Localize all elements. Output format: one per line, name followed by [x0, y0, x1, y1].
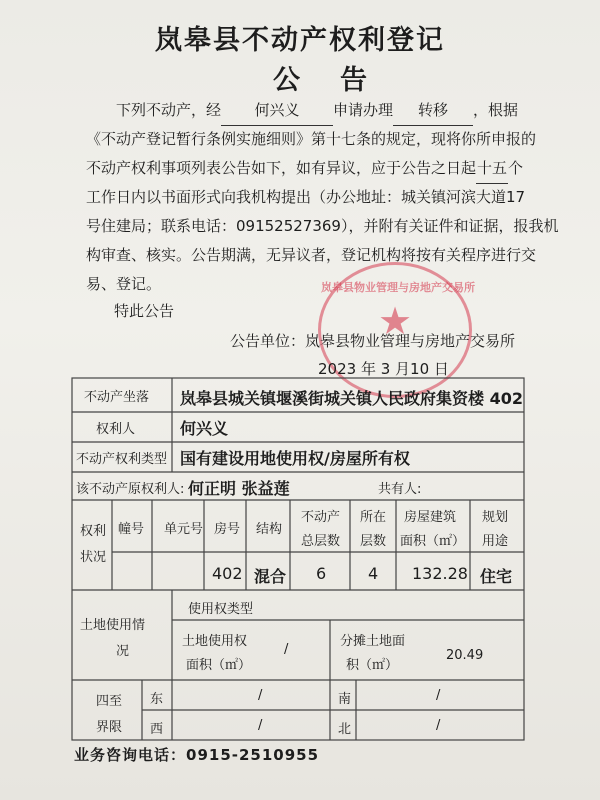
land-use-label-2: 况	[116, 644, 130, 659]
header-unit: 单元号	[164, 522, 204, 537]
land-area-value: /	[284, 642, 289, 657]
west-label: 西	[150, 722, 164, 737]
header-floor-2: 层数	[360, 534, 387, 549]
notice-paragraph: 下列不动产，经 何兴义 申请办理 转移 ，根据 《不动产登记暂行条例实施细则》第十七条的规定，现将你所申报的 不动产权利事项列表公告如下，如有异议，应于公告之日起十五个 工作日内以书面形式向我机构提出（办公地址：城关镇河滨大道17 号住建局；联系电话：09152527369），并附有关证件和证据，报我机 构审查、核实。公告期满，无异议者，登记机构将按有关程序进行交 易、登记。	[86, 96, 506, 299]
land-area-label-2: 面积（㎡）	[186, 658, 252, 673]
north-label: 北	[338, 722, 352, 737]
holder-label: 权利人	[96, 422, 136, 437]
north-value: /	[436, 718, 441, 733]
land-area-label: 土地使用权	[182, 634, 248, 649]
header-use-2: 用途	[482, 534, 509, 549]
rights-status-label: 权利	[80, 524, 107, 539]
boundary-label-2: 界限	[96, 720, 123, 735]
shared-area-label: 分摊土地面	[340, 634, 406, 649]
header-total-floors: 不动产	[301, 510, 341, 525]
row-room: 402	[212, 564, 243, 583]
header-use: 规划	[482, 510, 509, 525]
row-structure: 混合	[254, 567, 287, 586]
shared-area-label-2: 积（㎡）	[346, 658, 399, 673]
business-type: 转移	[393, 96, 473, 126]
header-structure: 结构	[256, 522, 283, 537]
rights-status-label-2: 状况	[80, 550, 107, 565]
rights-type-label: 不动产权利类型	[76, 452, 168, 467]
row-area: 132.28	[412, 564, 468, 583]
land-use-label: 土地使用情	[80, 618, 146, 633]
rights-type-value: 国有建设用地使用权/房屋所有权	[180, 449, 410, 468]
header-floor: 所在	[360, 510, 387, 525]
west-value: /	[258, 718, 263, 733]
special-notice: 特此公告	[114, 302, 175, 320]
use-type-label: 使用权类型	[188, 602, 254, 617]
row-total-floors: 6	[316, 564, 327, 583]
seal-star-icon: ★	[377, 299, 413, 343]
notice-date: 2023 年 3 月10 日	[318, 360, 449, 378]
header-area-2: 面积（㎡）	[400, 534, 466, 549]
header-area: 房屋建筑	[404, 510, 457, 525]
east-label: 东	[150, 692, 164, 707]
location-value: 岚皋县城关镇堰溪街城关镇人民政府集资楼 402	[180, 389, 523, 408]
south-label: 南	[338, 692, 352, 707]
header-building: 幢号	[118, 522, 145, 537]
seal-text: 岚皋县物业管理与房地产交易所	[321, 281, 475, 294]
document-title: 岚皋县不动产权利登记	[155, 25, 445, 56]
row-use: 住宅	[480, 567, 513, 586]
header-room: 房号	[214, 522, 241, 537]
holder-value: 何兴义	[180, 419, 229, 438]
objection-days: 十五	[476, 154, 508, 184]
issuing-unit: 公告单位：岚皋县物业管理与房地产交易所	[230, 332, 516, 350]
original-holder-value: 何正明 张益莲	[188, 479, 290, 498]
boundary-label: 四至	[96, 694, 123, 709]
consult-phone: 业务咨询电话：0915-2510955	[74, 746, 320, 764]
south-value: /	[436, 688, 441, 703]
east-value: /	[258, 688, 263, 703]
applicant-name: 何兴义	[221, 96, 333, 126]
co-owner-label: 共有人:	[378, 482, 422, 497]
location-label: 不动产坐落	[84, 390, 150, 405]
header-total-floors-2: 总层数	[301, 534, 341, 549]
document-subtitle: 公告	[273, 65, 407, 96]
original-holder-label: 该不动产原权利人:	[76, 482, 185, 497]
row-floor: 4	[368, 564, 379, 583]
shared-area-value: 20.49	[446, 648, 484, 663]
